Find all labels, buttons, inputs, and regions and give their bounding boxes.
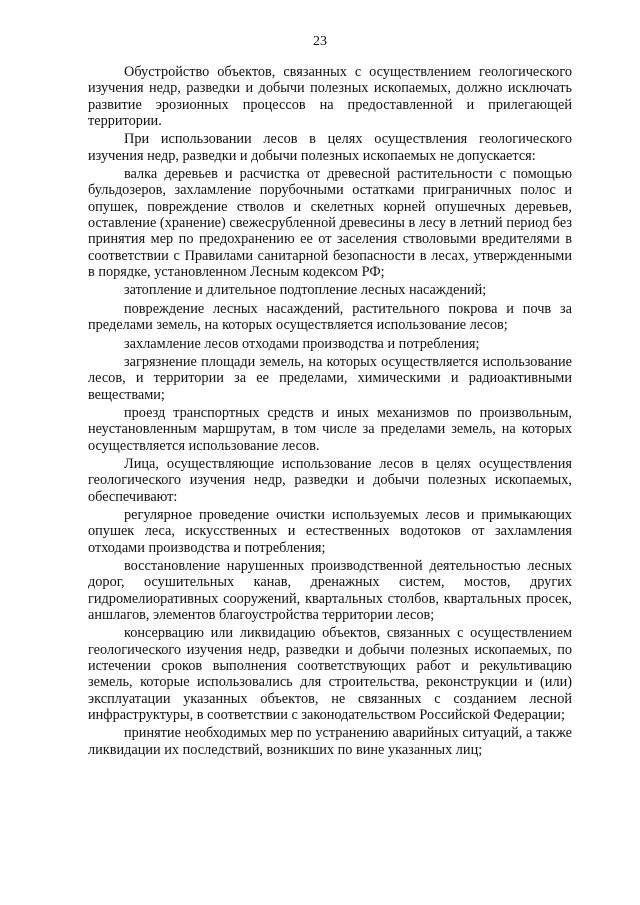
list-item: валка деревьев и расчистка от древесной растительности с помощью бульдозеров, захламление порубочными остатками приграничных полос и опушек, повреждение стволов и скелетных корней опушечных деревьев, оставление (хранение) свежесрубленной древесины в лесу в летний период без принятия мер по предохранению ее от заселения стволовыми вредителями в соответствии с Правилами санитарной безопасности в лесах, утвержденными в порядке, установленном Лесным кодексом РФ; [88,166,572,281]
list-item: регулярное проведение очистки используемых лесов и примыкающих опушек леса, искусственных и естественных водотоков от захламления отходами производства и потребления; [88,506,572,556]
list-item: консервацию или ликвидацию объектов, связанных с осуществлением геологического изучения недр, разведки и добычи полезных ископаемых, по истечении сроков выполнения соответствующих работ и рекультивацию земель, которые использовались для строительства, реконструкции и (или) эксплуатации указанных объектов, не связанных с созданием лесной инфраструктуры, в соответствии с законодательством Российской Федерации; [88,625,572,724]
page-number: 23 [313,34,327,49]
list-item: восстановление нарушенных производственной деятельностью лесных дорог, осушительных канав, дренажных систем, мостов, других гидромелиоративных сооружений, квартальных столбов, квартальных просек, аншлагов, элементов благоустройства территории лесов; [88,557,572,623]
paragraph: Обустройство объектов, связанных с осуществлением геологического изучения недр, разведки и добычи полезных ископаемых, должно исключать развитие эрозионных процессов на предоставленной и прилегающей территории. [88,64,572,130]
document-body [88,64,572,760]
paragraph: Лица, осуществляющие использование лесов в целях осуществления геологического изучения недр, разведки и добычи полезных ископаемых, обеспечивают: [88,455,572,505]
list-item: повреждение лесных насаждений, растительного покрова и почв за пределами земель, на которых осуществляется использование лесов; [88,300,572,334]
list-item: принятие необходимых мер по устранению аварийных ситуаций, а также ликвидации их последствий, возникших по вине указанных лиц; [88,725,572,758]
list-item: загрязнение площади земель, на которых осуществляется использование лесов, и территории за ее пределами, химическими и радиоактивными веществами; [88,353,572,403]
list-item: проезд транспортных средств и иных механизмов по произвольным, неустановленным маршрутам, в том числе за пределами земель, на которых осуществляется использование лесов. [88,404,572,454]
paragraph: При использовании лесов в целях осуществления геологического изучения недр, разведки и добычи полезных ископаемых не допускается: [88,131,572,164]
list-item: затопление и длительное подтопление лесных насаждений; [124,282,487,299]
list-item: захламление лесов отходами производства и потребления; [124,335,480,352]
